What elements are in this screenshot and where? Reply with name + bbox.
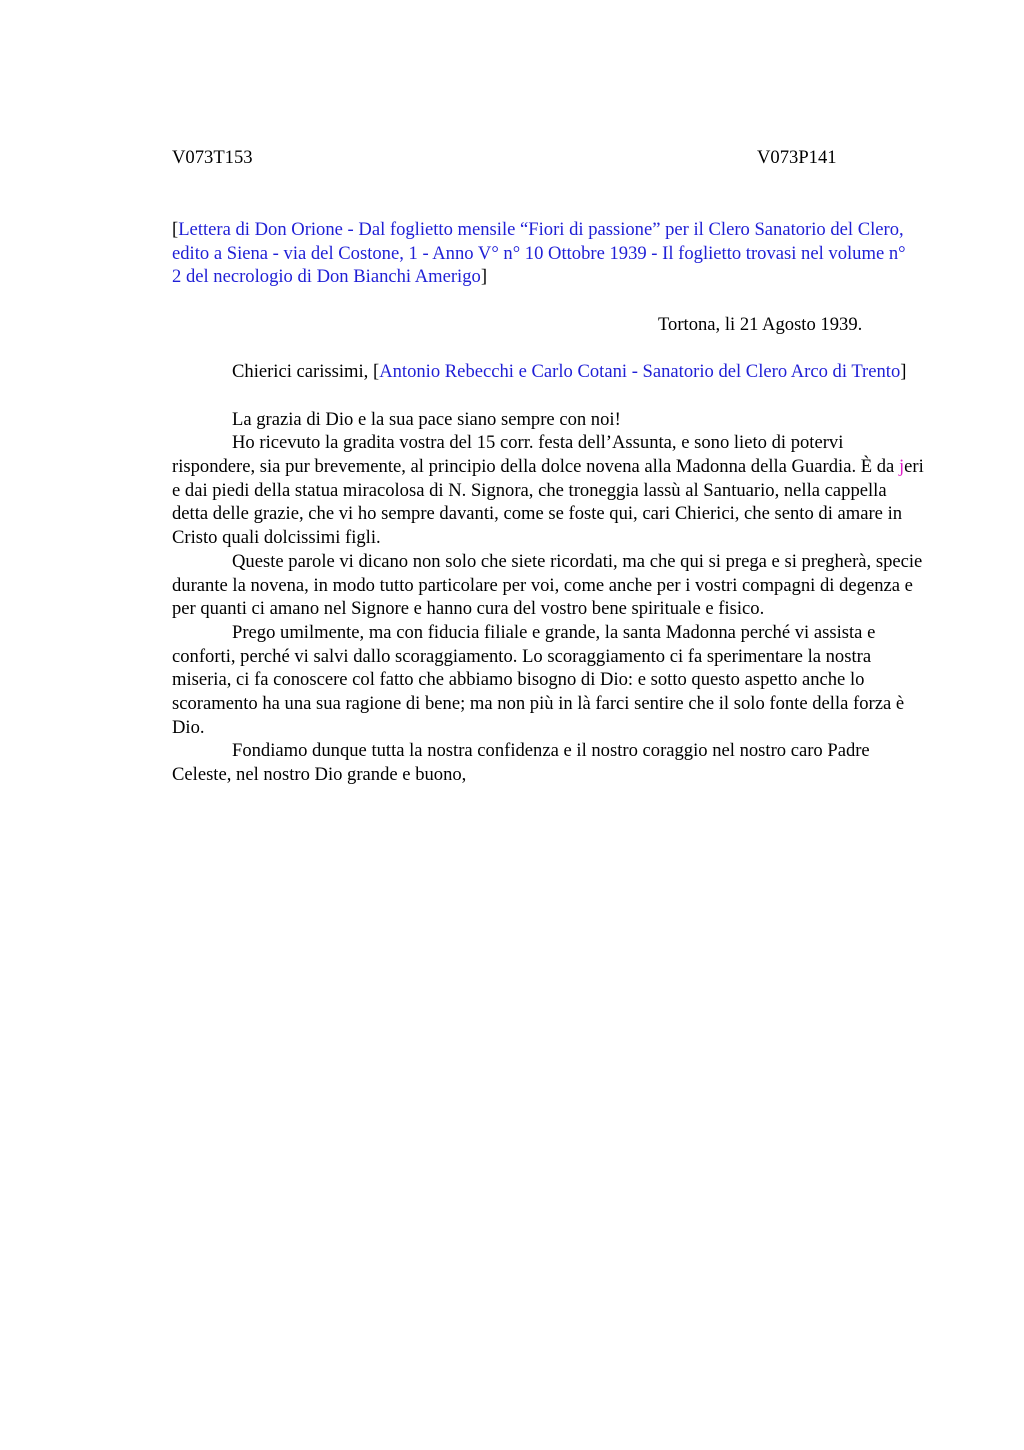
document-page xyxy=(172,146,924,787)
salutation-note: Antonio Rebecchi e Carlo Cotani - Sanatorio del Clero Arco di Trento xyxy=(379,361,901,383)
salutation-open-bracket: [ xyxy=(372,361,380,383)
note-text: Lettera di Don Orione - Dal foglietto mensile “Fiori di passione” per il Clero Sanatorio del Clero, edito a Siena - via del Costone, 1 - Anno V° n° 10 Ottobre 1939 - Il foglietto trovasi nel volume n° 2 del necrologio di Don Bianchi Amerigo xyxy=(172,219,906,288)
editorial-note xyxy=(172,218,912,289)
salutation xyxy=(172,360,924,384)
salutation-close-bracket: ] xyxy=(900,361,907,383)
letter-body xyxy=(172,408,924,787)
paragraph-1: La grazia di Dio e la sua pace siano sempre con noi! xyxy=(232,408,621,430)
volume-text-code: V073T153 xyxy=(172,147,253,168)
page-header xyxy=(172,146,924,170)
note-close-bracket: ] xyxy=(480,266,488,288)
paragraph-4: Prego umilmente, ma con fiducia filiale e grande, la santa Madonna perché vi assista e conforti, perché vi salvi dallo scoraggiamento. Lo scoraggiamento ci fa sperimentare la nostra miseria, ci fa conoscere col fatto che abbiamo bisogno di Dio: e sotto questo aspetto anche lo scoramento ha una sua ragione di bene; ma non più in là farci sentire che il solo fonte della forza è Dio. xyxy=(172,621,905,738)
salutation-text: Chierici carissimi, xyxy=(232,361,373,383)
paragraph-2 xyxy=(172,431,924,550)
letter-date: Tortona, li 21 Agosto 1939. xyxy=(658,313,863,335)
volume-page-code: V073P141 xyxy=(757,147,837,168)
paragraph-2-start: Ho ricevuto la gradita vostra del 15 corr. festa dell’Assunta, e sono lieto di potervi rispondere, sia pur brevemente, al principio della dolce novena alla Madonna della Guardia. È da xyxy=(172,432,899,477)
note-open-bracket: [ xyxy=(172,219,179,240)
paragraph-5: Fondiamo dunque tutta la nostra confidenza e il nostro coraggio nel nostro caro Padre Celeste, nel nostro Dio grande e buono, xyxy=(172,740,870,786)
highlighted-letter: j xyxy=(898,455,905,477)
paragraph-2-end: eri e dai piedi della statua miracolosa di N. Signora, che troneggia lassù al Santuario, nella cappella detta delle grazie, che vi ho sempre davanti, come se foste qui, cari Chierici, che sento di amare in Cristo quali dolcissimi figli. xyxy=(172,455,924,549)
paragraph-3: Queste parole vi dicano non solo che siete ricordati, ma che qui si prega e si pregherà, specie durante la novena, in modo tutto particolare per voi, come anche per i vostri compagni di degenza e per quanti ci amano nel Signore e hanno cura del vostro bene spirituale e fisico. xyxy=(172,550,923,620)
